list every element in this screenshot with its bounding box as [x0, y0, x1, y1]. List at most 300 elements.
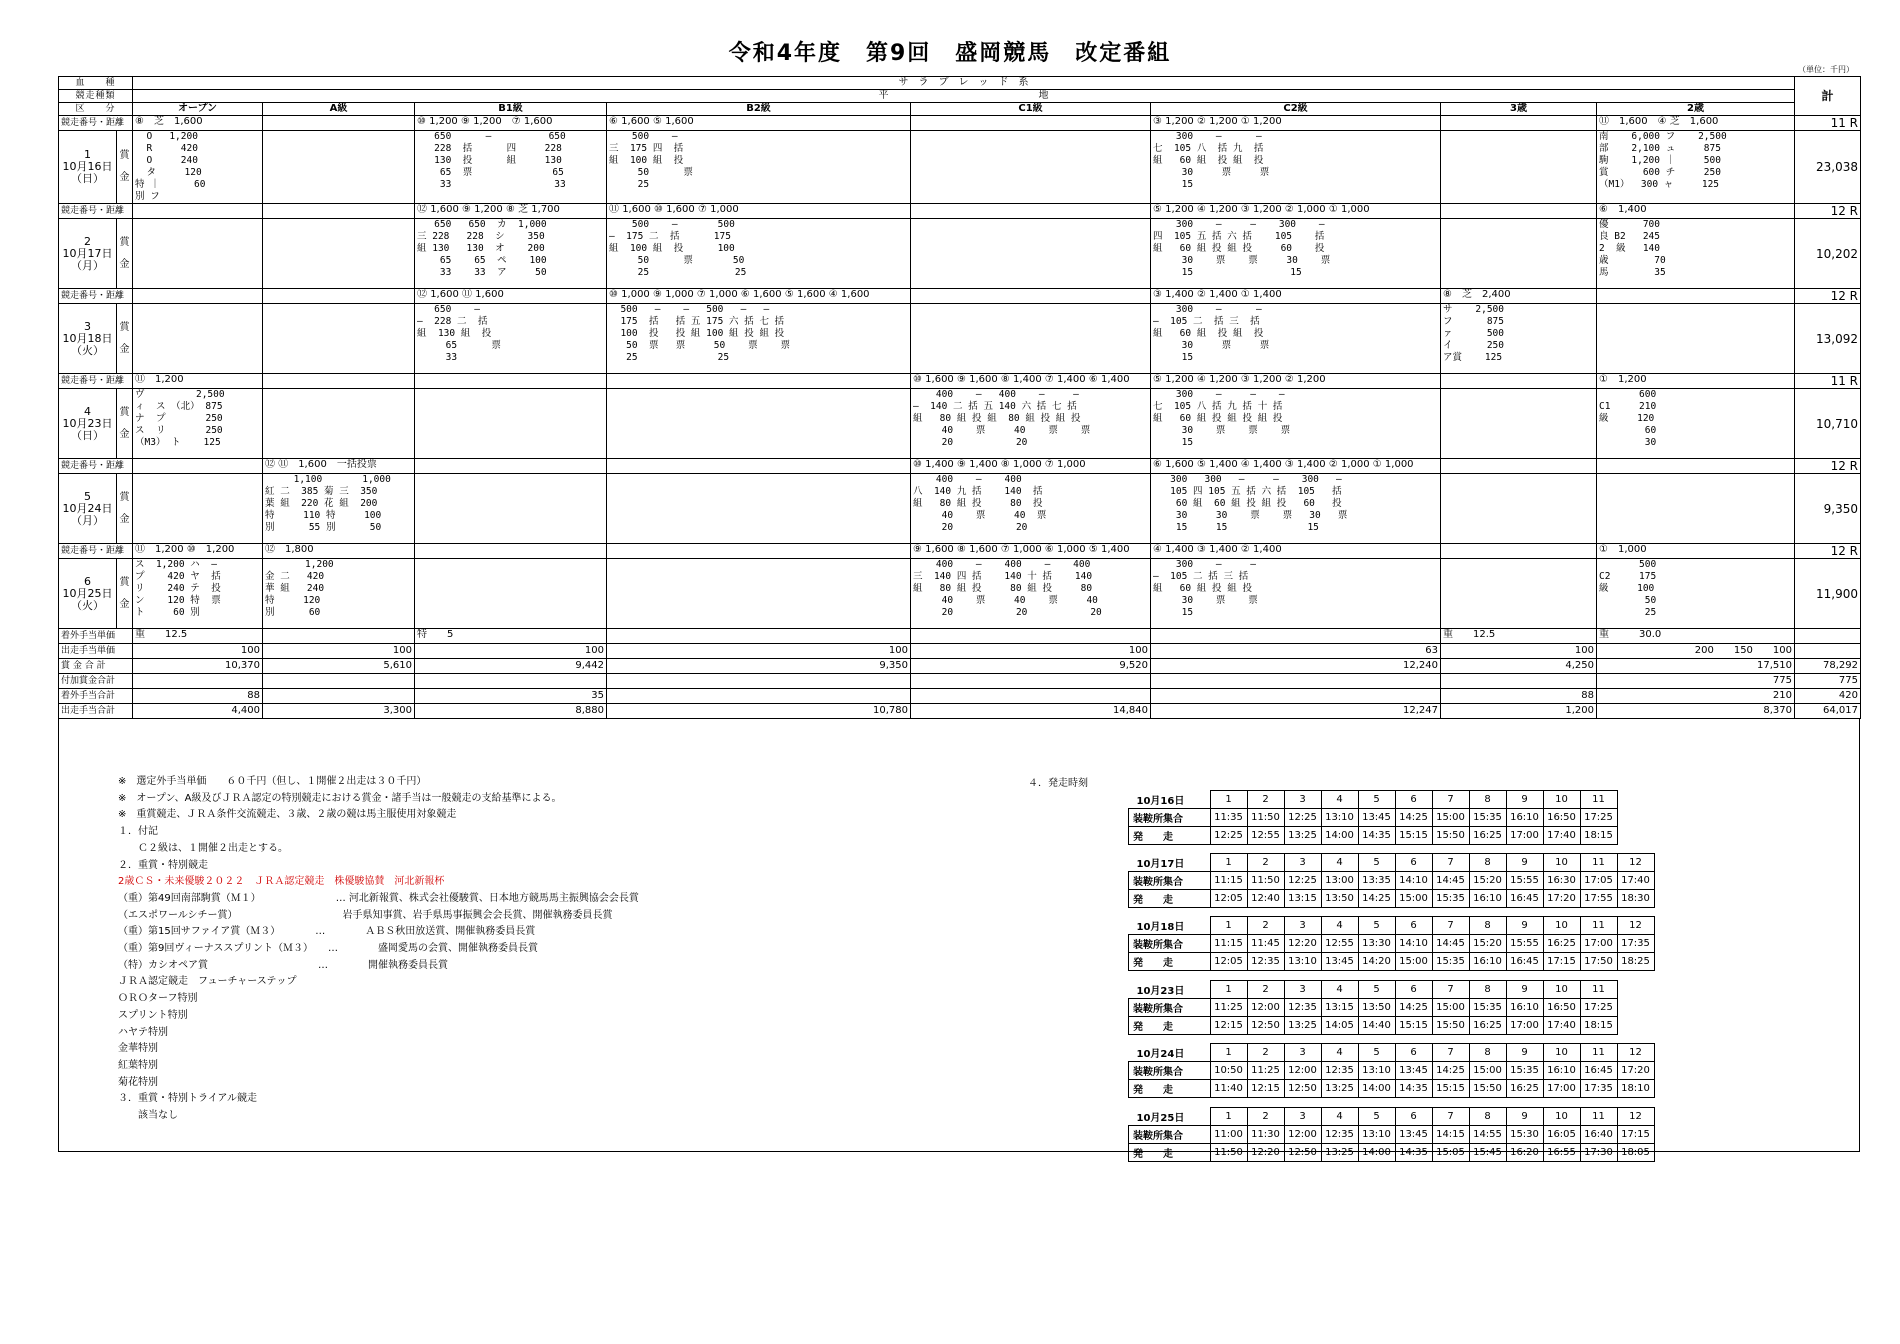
- race-prize-cell: [263, 389, 415, 459]
- tt-race-number: 4: [1321, 1108, 1358, 1126]
- tt-race-number: 8: [1469, 917, 1506, 935]
- race-prize-cell: [607, 304, 911, 374]
- prize-label: [117, 559, 133, 629]
- tt-start-time: 17:15: [1543, 953, 1580, 971]
- tt-assemble-time: 13:30: [1358, 935, 1395, 953]
- class-header: 2歳: [1597, 103, 1795, 116]
- summary-value: 10,370: [133, 659, 263, 674]
- class-header: C1級: [911, 103, 1151, 116]
- tt-race-number: 11: [1580, 854, 1617, 872]
- race-prize-cell: [1441, 389, 1597, 459]
- race-prize-cell: [133, 131, 263, 204]
- tt-start-label: 発 走: [1129, 1144, 1211, 1162]
- summary-value: 14,840: [911, 704, 1151, 719]
- tt-race-number: 11: [1580, 1108, 1617, 1126]
- race-prize-cell: [133, 304, 263, 374]
- header-value-type: 平 地: [133, 90, 1795, 103]
- race-number-distance: ⑫ 1,600 ⑨ 1,200 ⑧ 芝 1,700: [415, 204, 607, 219]
- tt-start-time: 14:20: [1358, 953, 1395, 971]
- tt-assemble-time: 12:35: [1321, 1062, 1358, 1080]
- summary-value: 重 30.0: [1597, 629, 1795, 644]
- race-prize-cell: [1151, 131, 1441, 204]
- tt-assemble-time: 11:25: [1247, 1062, 1284, 1080]
- race-prize-cell: [1441, 474, 1597, 544]
- summary-value: 100: [133, 644, 263, 659]
- tt-start-time: 18:10: [1617, 1080, 1654, 1098]
- summary-value: 88: [1441, 689, 1597, 704]
- race-prize-cell: [1151, 219, 1441, 289]
- tt-start-time: 17:20: [1543, 890, 1580, 908]
- race-number-distance: [911, 289, 1151, 304]
- tt-assemble-time: 13:45: [1395, 1062, 1432, 1080]
- day-label: [59, 474, 117, 544]
- note-line: １．付記: [118, 826, 158, 838]
- tt-race-number: 5: [1358, 917, 1395, 935]
- tt-race-number: 1: [1210, 917, 1247, 935]
- tt-start-label: 発 走: [1129, 1017, 1211, 1035]
- tt-assemble-time: 14:25: [1395, 809, 1432, 827]
- race-prize-cell: [1597, 559, 1795, 629]
- unit-note: （単位：千円）: [1798, 65, 1854, 74]
- note-line: ３．重賞・特別トライアル競走: [118, 1093, 257, 1105]
- tt-race-number: 12: [1617, 1108, 1654, 1126]
- race-prize-cell: [1151, 389, 1441, 459]
- race-number-label: 競走番号・距離: [59, 374, 133, 389]
- race-number-distance: ⑫ ⑪ 1,600 一括投票: [263, 459, 415, 474]
- race-prize-cell: [607, 559, 911, 629]
- class-header: C2級: [1151, 103, 1441, 116]
- tt-start-time: 16:20: [1506, 1144, 1543, 1162]
- tt-start-time: 15:35: [1432, 953, 1469, 971]
- race-number-distance: ⑪ 1,200: [133, 374, 263, 389]
- prize-label-1: 賞: [119, 576, 130, 588]
- day-date: 10月17日: [62, 246, 113, 260]
- tt-assemble-time: 13:45: [1358, 809, 1395, 827]
- tt-assemble-time: 12:00: [1284, 1126, 1321, 1144]
- summary-value: [1441, 674, 1597, 689]
- tt-race-number: 9: [1506, 1044, 1543, 1062]
- race-number-distance: [1441, 116, 1597, 131]
- tt-assemble-time: 13:00: [1321, 872, 1358, 890]
- tt-assemble-time: 17:20: [1617, 1062, 1654, 1080]
- tt-assemble-time: 13:10: [1321, 809, 1358, 827]
- race-number-distance: [415, 374, 607, 389]
- summary-value: 35: [415, 689, 607, 704]
- tt-race-number: 7: [1432, 854, 1469, 872]
- tt-start-time: 15:50: [1469, 1080, 1506, 1098]
- race-number-distance: [1441, 544, 1597, 559]
- note-line: （重）第49回南部駒賞（Ｍ１） … 河北新報賞、株式会社優駿賞、日本地方競馬馬主振興協会会長賞: [118, 892, 639, 904]
- summary-total: 775: [1795, 674, 1861, 689]
- race-number-distance: ③ 1,400 ② 1,400 ① 1,400: [1151, 289, 1441, 304]
- tt-race-number: 8: [1469, 1044, 1506, 1062]
- prize-values: 300 ― ― 七 105 八 括 九 括 組 60 組 投 組 投 30 票 票 15: [1153, 131, 1270, 190]
- tt-assemble-time: 17:15: [1617, 1126, 1654, 1144]
- day-number: 3: [84, 319, 91, 333]
- summary-total: 420: [1795, 689, 1861, 704]
- tt-start-time: 18:25: [1617, 953, 1654, 971]
- tt-assemble-time: 11:15: [1210, 935, 1247, 953]
- tt-start-time: 18:15: [1580, 827, 1617, 845]
- prize-label: [117, 474, 133, 544]
- race-prize-cell: [911, 131, 1151, 204]
- day-date: 10月18日: [62, 331, 113, 345]
- summary-value: 100: [1441, 644, 1597, 659]
- tt-race-number: 3: [1284, 917, 1321, 935]
- tt-race-number: 9: [1506, 791, 1543, 809]
- header-label-blood: 血 種: [59, 77, 133, 90]
- prize-values: 300 300 ― ― 300 ― 105 四 105 五 括 六 括 105 括 60 組 60 組 投 組 投 60 投 30 30 票 票 30 票 15 15 15: [1170, 474, 1348, 533]
- race-prize-cell: [1597, 131, 1795, 204]
- tt-start-time: 16:25: [1469, 827, 1506, 845]
- race-count: 12 R: [1795, 289, 1861, 304]
- tt-start-time: 17:40: [1543, 827, 1580, 845]
- tt-start-time: 12:15: [1210, 1017, 1247, 1035]
- page-title: 令和4年度 第9回 盛岡競馬 改定番組: [728, 41, 1172, 66]
- summary-value: 4,250: [1441, 659, 1597, 674]
- tt-assemble-time: 14:45: [1432, 872, 1469, 890]
- tt-race-number: 1: [1210, 854, 1247, 872]
- tt-assemble-time: 14:10: [1395, 872, 1432, 890]
- day-label: [59, 559, 117, 629]
- summary-value: 12,240: [1151, 659, 1441, 674]
- summary-value: 775: [1597, 674, 1795, 689]
- race-prize-cell: [911, 219, 1151, 289]
- tt-race-number: 4: [1321, 791, 1358, 809]
- race-count: 11 R: [1795, 116, 1861, 131]
- race-prize-cell: [415, 304, 607, 374]
- tt-assemble-time: 13:35: [1358, 872, 1395, 890]
- tt-start-time: 13:10: [1284, 953, 1321, 971]
- race-prize-cell: [607, 389, 911, 459]
- note-line: （重）第9回ヴィーナススプリント（Ｍ３） … 盛岡愛馬の会賞、開催執務委員長賞: [118, 943, 538, 955]
- tt-start-time: 13:25: [1321, 1080, 1358, 1098]
- prize-values: 400 ― 400 ― 400 三 140 四 括 140 十 括 140 組 80 組 投 80 組 投 80 40 票 40 票 40 20 20 20: [913, 559, 1102, 618]
- summary-value: 8,880: [415, 704, 607, 719]
- tt-race-number: 9: [1506, 1108, 1543, 1126]
- summary-value: 100: [263, 644, 415, 659]
- tt-race-number: 10: [1543, 854, 1580, 872]
- race-number-distance: [1597, 459, 1795, 474]
- tt-day: 10月23日: [1136, 985, 1185, 997]
- summary-value: 100: [415, 644, 607, 659]
- tt-start-label: 発 走: [1129, 1080, 1211, 1098]
- note-line: ※ オープン、A級及びＪＲＡ認定の特別競走における賞金・諸手当は一般競走の支給基準による。: [118, 792, 562, 804]
- race-number-distance: ① 1,200: [1597, 374, 1795, 389]
- class-header: B1級: [415, 103, 607, 116]
- tt-assemble-time: 17:05: [1580, 872, 1617, 890]
- tt-assemble-time: 14:45: [1432, 935, 1469, 953]
- tt-start-time: 14:00: [1358, 1144, 1395, 1162]
- note-line: ※ 選定外手当単価 ６０千円（但し、１開催２出走は３０千円）: [118, 776, 427, 787]
- race-prize-cell: [1597, 474, 1795, 544]
- summary-value: 12,247: [1151, 704, 1441, 719]
- tt-assemble-time: 16:30: [1543, 872, 1580, 890]
- note-line: ＪＲＡ認定競走 フューチャーステップ: [118, 976, 297, 988]
- summary-value: [607, 629, 911, 644]
- day-date: 10月24日: [62, 501, 113, 515]
- race-number-distance: [133, 459, 263, 474]
- prize-label-2: 金: [119, 428, 130, 440]
- tt-assemble-time: 11:30: [1247, 1126, 1284, 1144]
- race-prize-cell: [263, 474, 415, 544]
- tt-start-time: 14:35: [1395, 1080, 1432, 1098]
- race-number-distance: [1441, 459, 1597, 474]
- day-number: 5: [84, 489, 91, 503]
- tt-race-number: 3: [1284, 1108, 1321, 1126]
- prize-values: 500 C2 175 級 100 50 25: [1599, 559, 1657, 618]
- tt-start-time: 15:50: [1432, 1017, 1469, 1035]
- tt-assemble-time: 15:35: [1469, 999, 1506, 1017]
- tt-day: 10月24日: [1136, 1048, 1185, 1060]
- tt-assemble-time: 17:40: [1617, 872, 1654, 890]
- summary-value: [263, 629, 415, 644]
- tt-race-number: 6: [1395, 791, 1432, 809]
- race-prize-cell: [911, 559, 1151, 629]
- prize-values: ヴ 2,500 ィ ス （北） 875 ナ プ 250 ス リ 250 （M3） ト 125: [135, 389, 225, 448]
- race-number-distance: ③ 1,200 ② 1,200 ① 1,200: [1151, 116, 1441, 131]
- tt-start-time: 18:15: [1580, 1017, 1617, 1035]
- race-prize-cell: [263, 304, 415, 374]
- tt-race-number: 10: [1543, 1108, 1580, 1126]
- summary-value: [911, 674, 1151, 689]
- prize-label-1: 賞: [119, 406, 130, 418]
- race-prize-cell: [415, 559, 607, 629]
- tt-race-number: 1: [1210, 791, 1247, 809]
- day-weekday: （火）: [71, 598, 104, 612]
- tt-race-number: 6: [1395, 917, 1432, 935]
- tt-race-number: 4: [1321, 854, 1358, 872]
- tt-race-number: 3: [1284, 981, 1321, 999]
- tt-race-number: 8: [1469, 791, 1506, 809]
- tt-assemble-time: 15:55: [1506, 935, 1543, 953]
- tt-start-time: 15:00: [1395, 953, 1432, 971]
- tt-race-number: 1: [1210, 1044, 1247, 1062]
- race-number-distance: ⑥ 1,600 ⑤ 1,600: [607, 116, 911, 131]
- race-number-distance: ⑩ 1,200 ⑨ 1,200 ⑦ 1,600: [415, 116, 607, 131]
- day-date: 10月16日: [62, 160, 113, 173]
- summary-value: 8,370: [1597, 704, 1795, 719]
- summary-value: 9,350: [607, 659, 911, 674]
- tt-start-time: 15:50: [1432, 827, 1469, 845]
- note-line: （特）カシオペア賞 … 開催執務委員長賞: [118, 959, 448, 971]
- note-line-highlight: 2歳ＣＳ・未来優駿２０２２ ＪＲＡ認定競走 株優駿協賛 河北新報杯: [118, 876, 445, 888]
- prize-values: 500 ― 500 ― 175 二 括 175 組 100 組 投 100 50 票 50 25 25: [609, 219, 747, 278]
- tt-assemble-time: 13:15: [1321, 999, 1358, 1017]
- tt-race-number: 12: [1617, 1044, 1654, 1062]
- tt-race-number: 8: [1469, 854, 1506, 872]
- tt-day: 10月17日: [1136, 858, 1185, 870]
- tt-race-number: 2: [1247, 917, 1284, 935]
- prize-values: O 1,200 R 420 O 240 タ 120 特 ｜ 60 別 フ: [135, 131, 206, 202]
- race-count: 12 R: [1795, 459, 1861, 474]
- race-prize-cell: [911, 389, 1151, 459]
- tt-start-time: 12:05: [1210, 890, 1247, 908]
- prize-values: 650 650 カ 1,000 三 228 228 シ 350 組 130 130 オ 200 65 65 ペ 100 33 33 ア 50: [417, 219, 547, 278]
- race-number-distance: ⑪ 1,600 ④ 芝 1,600: [1597, 116, 1795, 131]
- note-line: ※ 重賞競走、ＪＲＡ条件交流競走、３歳、２歳の競は馬主服使用対象競走: [118, 809, 457, 821]
- tt-start-time: 16:55: [1543, 1144, 1580, 1162]
- tt-race-number: 7: [1432, 981, 1469, 999]
- tt-assemble-time: 16:45: [1580, 1062, 1617, 1080]
- tt-assemble-time: 15:35: [1506, 1062, 1543, 1080]
- notes-frame: [58, 719, 1860, 1152]
- note-line: 金華特別: [118, 1043, 158, 1055]
- tt-assemble-time: 12:00: [1247, 999, 1284, 1017]
- tt-race-number: 10: [1543, 981, 1580, 999]
- prize-values: 300 ― ― 300 ― 四 105 五 括 六 括 105 括 組 60 組 投 組 投 60 投 30 票 票 30 票 15 15: [1153, 219, 1331, 278]
- race-number-distance: [911, 204, 1151, 219]
- race-number-distance: ⑪ 1,600 ⑩ 1,600 ⑦ 1,000: [607, 204, 911, 219]
- tt-race-number: 9: [1506, 917, 1543, 935]
- race-prize-cell: [1597, 219, 1795, 289]
- prize-label-1: 賞: [119, 321, 130, 333]
- prize-values: 1,200 金 二 420 華 組 240 特 120 別 60: [265, 559, 334, 618]
- summary-value: 5,610: [263, 659, 415, 674]
- race-number-distance: ④ 1,400 ③ 1,400 ② 1,400: [1151, 544, 1441, 559]
- tt-start-time: 15:45: [1469, 1144, 1506, 1162]
- tt-race-number: 9: [1506, 854, 1543, 872]
- tt-start-time: 11:50: [1210, 1144, 1247, 1162]
- race-number-distance: [1441, 204, 1597, 219]
- tt-race-number: 12: [1617, 854, 1654, 872]
- tt-assemble-time: 11:50: [1247, 809, 1284, 827]
- tt-race-number: 6: [1395, 1108, 1432, 1126]
- prize-label-2: 金: [119, 258, 130, 270]
- race-number-distance: ⑧ 芝 2,400: [1441, 289, 1597, 304]
- tt-start-label: 発 走: [1129, 827, 1211, 845]
- class-header: A級: [263, 103, 415, 116]
- tt-assemble-time: 16:10: [1543, 1062, 1580, 1080]
- tt-assemble-time: 14:55: [1469, 1126, 1506, 1144]
- race-prize-cell: [607, 131, 911, 204]
- summary-total: [1795, 629, 1861, 644]
- tt-assemble-time: 12:20: [1284, 935, 1321, 953]
- prize-values: 300 ― ― ― 七 105 八 括 九 括 十 括 組 60 組 投 組 投 組 投 30 票 票 票 15: [1153, 389, 1291, 448]
- prize-values: 600 C1 210 級 120 60 30: [1599, 389, 1657, 448]
- tt-assemble-time: 15:55: [1506, 872, 1543, 890]
- tt-assemble-time: 16:25: [1543, 935, 1580, 953]
- tt-race-number: 2: [1247, 1108, 1284, 1126]
- tt-assemble-time: 14:15: [1432, 1126, 1469, 1144]
- tt-assemble-time: 12:35: [1284, 999, 1321, 1017]
- race-number-label: 競走番号・距離: [59, 544, 133, 559]
- tt-assemble-time: 14:25: [1432, 1062, 1469, 1080]
- tt-assemble-time: 12:25: [1284, 872, 1321, 890]
- race-prize-cell: [1151, 304, 1441, 374]
- tt-start-time: 14:40: [1358, 1017, 1395, 1035]
- race-number-distance: ⑥ 1,400: [1597, 204, 1795, 219]
- prize-values: 500 ― 三 175 四 括 組 100 組 投 50 票 25: [609, 131, 693, 190]
- prize-values: 650 ― ― 228 二 括 組 130 組 投 65 票 33: [417, 304, 501, 363]
- race-number-distance: [263, 116, 415, 131]
- tt-start-time: 18:30: [1617, 890, 1654, 908]
- race-number-distance: [263, 204, 415, 219]
- tt-assemble-time: 12:00: [1284, 1062, 1321, 1080]
- tt-start-time: 13:25: [1284, 827, 1321, 845]
- tt-start-time: 13:45: [1321, 953, 1358, 971]
- tt-start-time: 17:55: [1580, 890, 1617, 908]
- tt-start-label: 発 走: [1129, 953, 1211, 971]
- day-label: [59, 131, 117, 204]
- tt-race-number: 6: [1395, 981, 1432, 999]
- tt-assemble-time: 16:10: [1506, 999, 1543, 1017]
- tt-assemble-time: 13:45: [1395, 1126, 1432, 1144]
- tt-start-time: 14:35: [1395, 1144, 1432, 1162]
- tt-assemble-time: 11:00: [1210, 1126, 1247, 1144]
- note-line: ハヤテ特別: [118, 1026, 168, 1038]
- day-weekday: （火）: [71, 343, 104, 357]
- race-prize-cell: [263, 559, 415, 629]
- race-prize-cell: [911, 474, 1151, 544]
- prize-values: 300 ― ― ― 105 二 括 三 括 組 60 組 投 組 投 30 票 票 15: [1153, 559, 1258, 618]
- tt-start-time: 12:50: [1284, 1144, 1321, 1162]
- race-number-distance: [1597, 289, 1795, 304]
- tt-race-number: 11: [1580, 981, 1617, 999]
- day-label: [59, 219, 117, 289]
- prize-label-2: 金: [119, 343, 130, 355]
- race-prize-cell: [1441, 559, 1597, 629]
- summary-value: 重 12.5: [1441, 629, 1597, 644]
- tt-start-time: 13:50: [1321, 890, 1358, 908]
- race-number-distance: ⑧ 芝 1,600: [133, 116, 263, 131]
- prize-values: サ 2,500 フ 875 ァ 500 イ 250 ア賞 125: [1443, 304, 1504, 363]
- race-prize-cell: [1151, 474, 1441, 544]
- tt-race-number: 4: [1321, 917, 1358, 935]
- summary-label: 着外手当単価: [59, 629, 133, 644]
- note-line: Ｃ２級は、１開催２出走とする。: [118, 842, 288, 854]
- tt-assemble-label: 装鞍所集合: [1129, 809, 1211, 827]
- race-number-distance: ⑫ 1,600 ⑪ 1,600: [415, 289, 607, 304]
- race-number-distance: ⑩ 1,000 ⑨ 1,000 ⑦ 1,000 ⑥ 1,600 ⑤ 1,600 ④ 1,600: [607, 289, 911, 304]
- summary-value: [263, 689, 415, 704]
- tt-start-time: 17:00: [1543, 1080, 1580, 1098]
- tt-assemble-time: 13:50: [1358, 999, 1395, 1017]
- tt-race-number: 2: [1247, 1044, 1284, 1062]
- summary-value: 3,300: [263, 704, 415, 719]
- tt-assemble-label: 装鞍所集合: [1129, 1126, 1211, 1144]
- tt-race-number: 5: [1358, 1044, 1395, 1062]
- tt-race-number: 2: [1247, 981, 1284, 999]
- tt-start-time: 14:25: [1358, 890, 1395, 908]
- summary-total: [1795, 644, 1861, 659]
- tt-start-time: 11:40: [1210, 1080, 1247, 1098]
- race-prize-cell: [607, 474, 911, 544]
- tt-assemble-time: 11:50: [1247, 872, 1284, 890]
- tt-start-time: 12:55: [1247, 827, 1284, 845]
- day-label: [59, 304, 117, 374]
- day-weekday: （日）: [71, 428, 104, 442]
- tt-start-time: 16:10: [1469, 953, 1506, 971]
- tt-start-time: 12:40: [1247, 890, 1284, 908]
- summary-value: 88: [133, 689, 263, 704]
- tt-race-number: 2: [1247, 854, 1284, 872]
- race-number-label: 競走番号・距離: [59, 459, 133, 474]
- tt-start-time: 18:05: [1617, 1144, 1654, 1162]
- day-total: 10,710: [1795, 389, 1861, 459]
- header-total: 計: [1795, 77, 1861, 116]
- tt-race-number: 11: [1580, 791, 1617, 809]
- race-number-label: 競走番号・距離: [59, 289, 133, 304]
- tt-race-number: 10: [1543, 917, 1580, 935]
- summary-value: [607, 674, 911, 689]
- race-prize-cell: [133, 219, 263, 289]
- tt-assemble-time: 16:10: [1506, 809, 1543, 827]
- tt-start-time: 13:25: [1284, 1017, 1321, 1035]
- summary-value: 特 5: [415, 629, 607, 644]
- race-prize-cell: [133, 389, 263, 459]
- tt-start-time: 15:15: [1395, 827, 1432, 845]
